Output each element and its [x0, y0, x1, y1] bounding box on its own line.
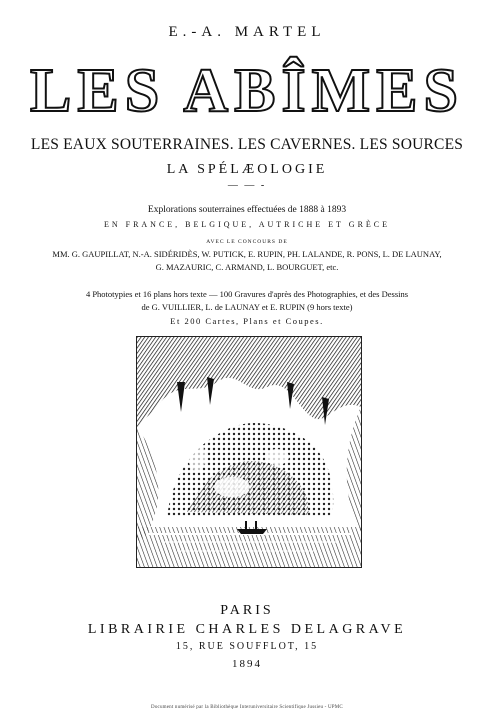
digitization-footer: Document numérisé par la Bibliothèque Interuniversitaire Scientifique Jussieu - UPMC: [151, 705, 343, 710]
illustrations-line-2: de G. VUILLIER, L. de LAUNAY et E. RUPIN (9 hors texte): [141, 302, 353, 312]
book-subtitle: LES EAUX SOUTERRAINES. LES CAVERNES. LES SOURCES: [30, 136, 464, 153]
explorations-line: Explorations souterraines effectuées de 1888 à 1893: [147, 205, 347, 215]
illustrations-line-1: 4 Phototypies et 16 plans hors texte — 100 Gravures d'après des Photographies, et des Dessins: [85, 289, 409, 299]
concours-line: AVEC LE CONCOURS DE: [206, 239, 288, 245]
publication-year: 1894: [232, 658, 262, 670]
publisher-name: LIBRAIRIE CHARLES DELAGRAVE: [87, 622, 407, 637]
illustrations-line-3: Et 200 Cartes, Plans et Coupes.: [170, 316, 324, 326]
publisher-address: 15, RUE SOUFFLOT, 15: [175, 641, 319, 652]
countries-line: EN FRANCE, BELGIQUE, AUTRICHE ET GRÈCE: [103, 220, 391, 229]
collaborators-line-2: G. MAZAURIC, C. ARMAND, L. BOURGUET, etc.: [155, 262, 339, 272]
collaborators-line-1: MM. G. GAUPILLAT, N.-A. SIDÉRIDÈS, W. PUTICK, E. RUPIN, PH. LALANDE, R. PONS, L. DE LAUNAY,: [52, 249, 442, 259]
author-name: E.-A. MARTEL: [168, 24, 326, 40]
publication-city: PARIS: [220, 603, 274, 618]
frontispiece-engraving: [136, 336, 362, 568]
book-title: LES ABÎMES: [30, 57, 464, 125]
engraving-image: [137, 337, 361, 567]
book-subtitle-2: LA SPÉLÆOLOGIE: [166, 162, 328, 177]
separator-dashes: — — -: [227, 180, 267, 191]
